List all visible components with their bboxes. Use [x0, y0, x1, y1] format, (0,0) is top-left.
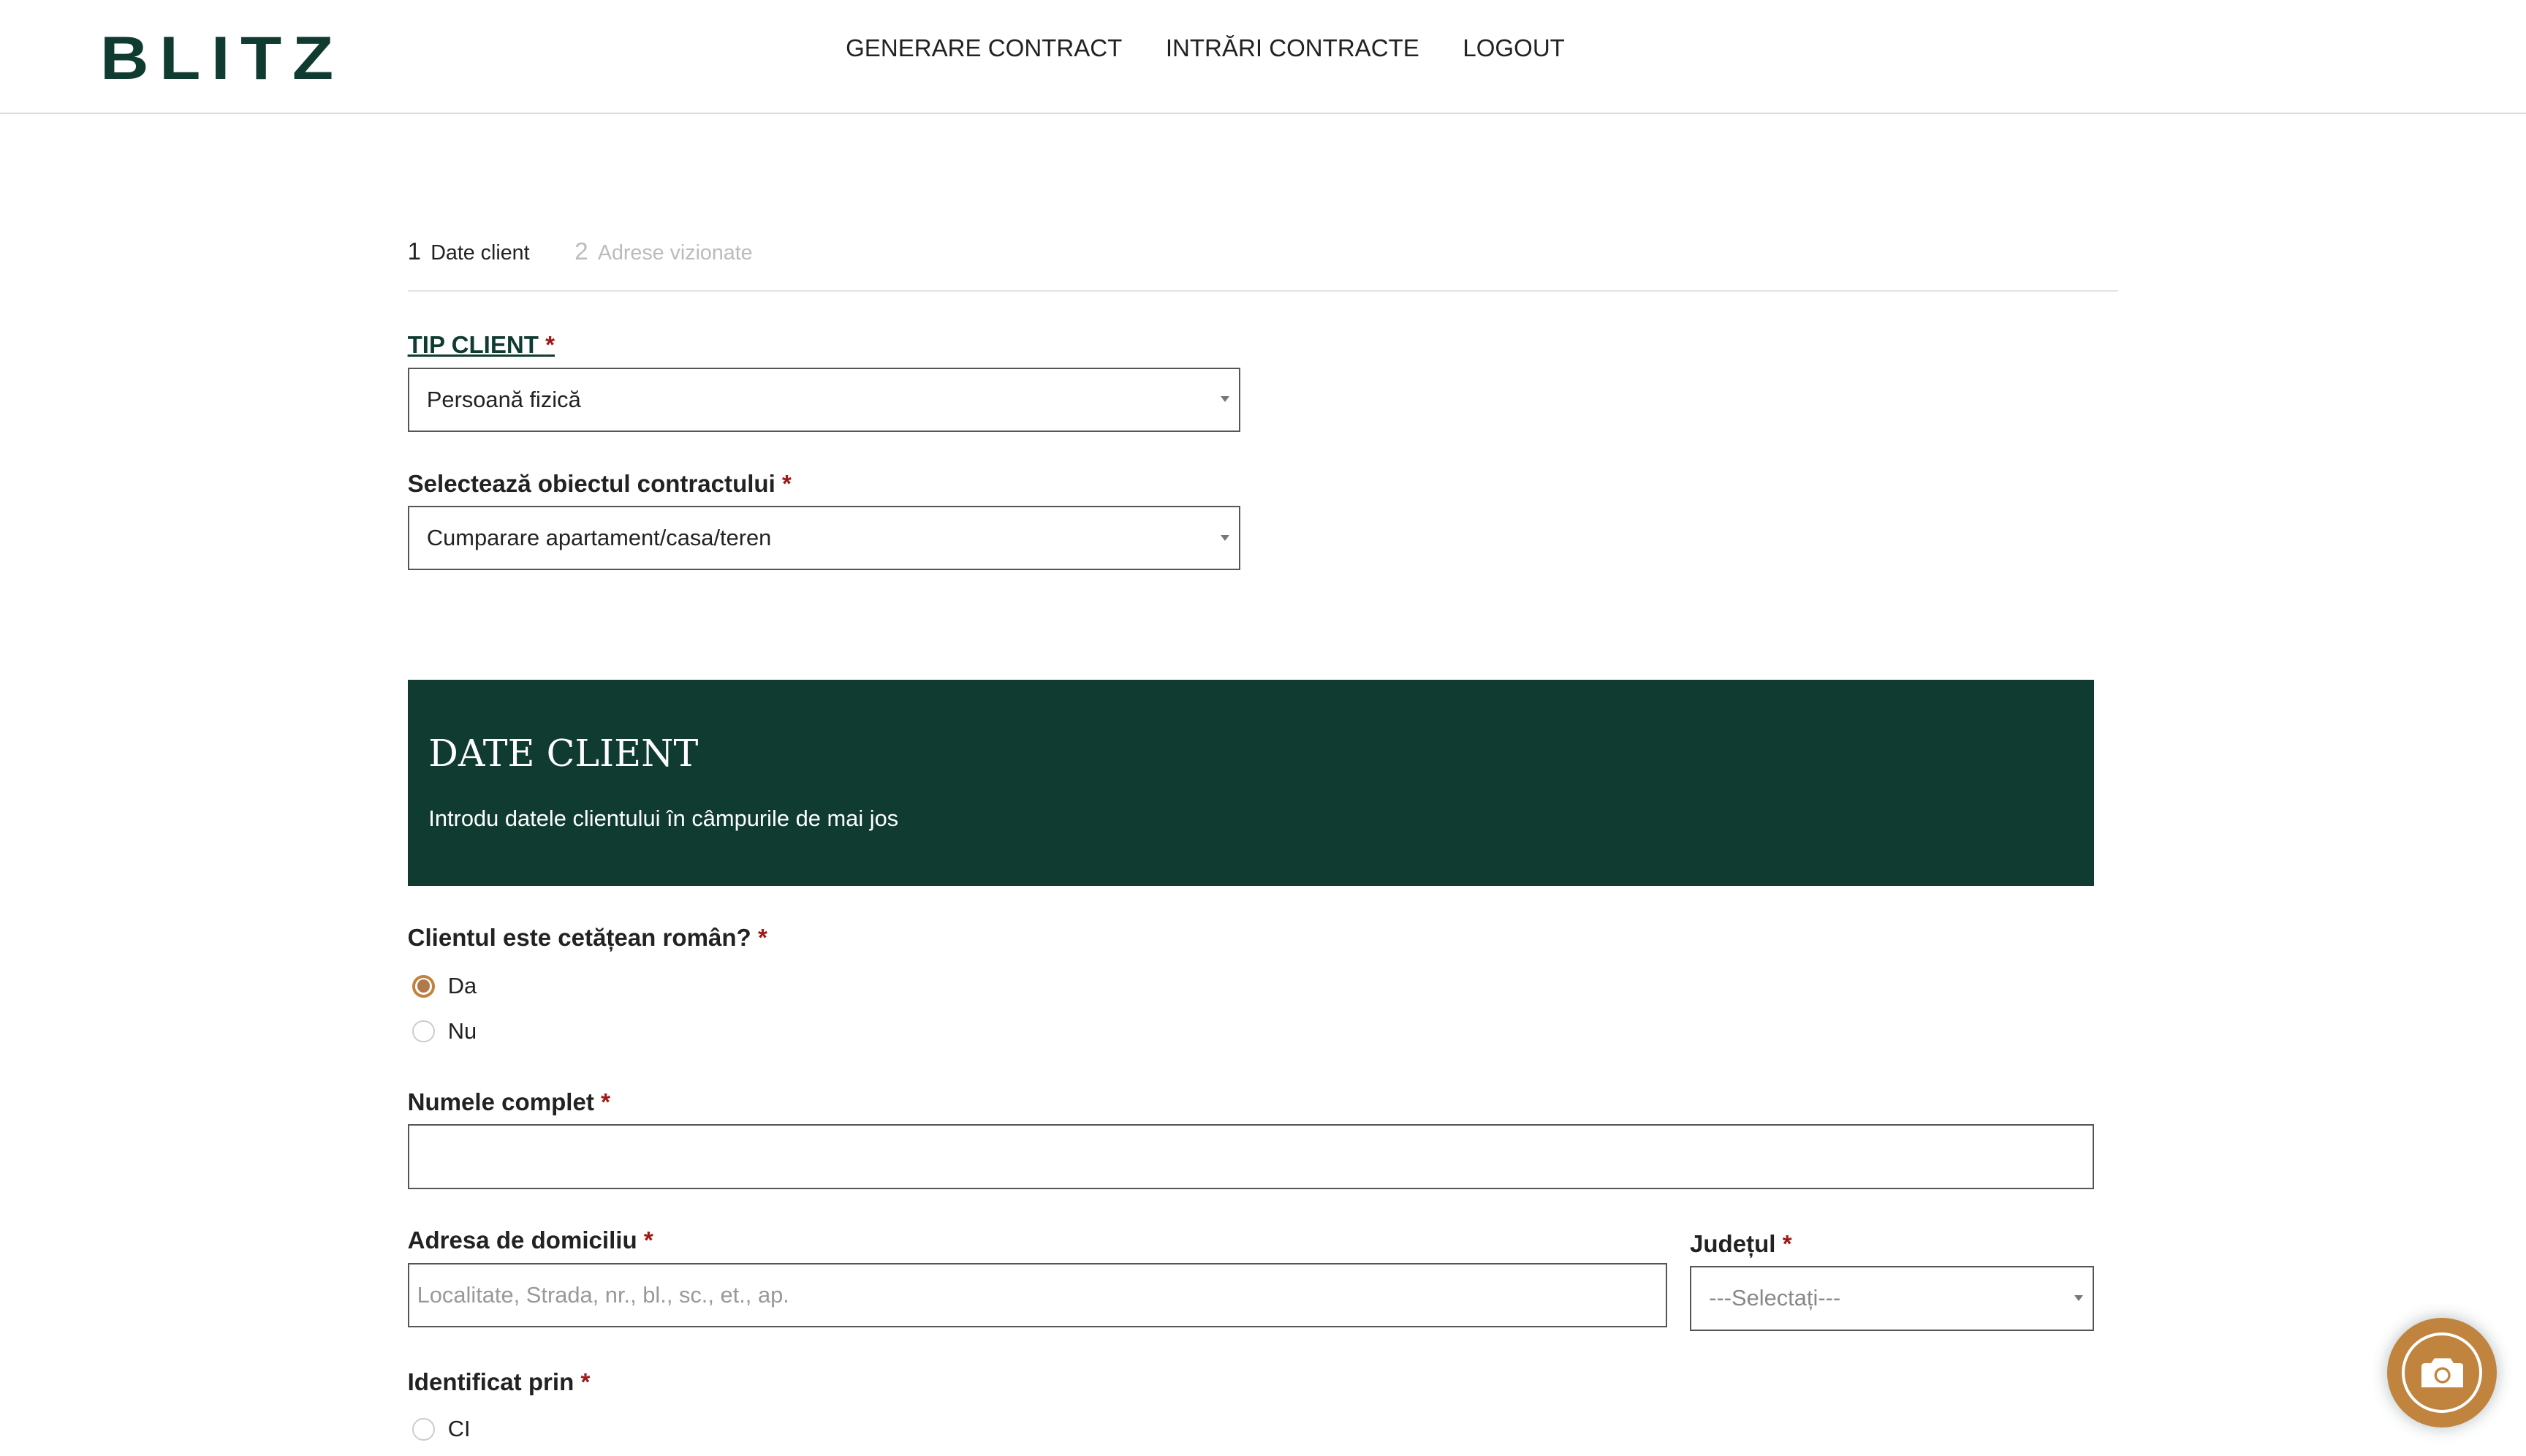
select-value: Cumparare apartament/casa/teren — [426, 525, 772, 551]
label-text: Numele complet — [407, 1088, 594, 1116]
camera-button[interactable] — [2387, 1318, 2497, 1427]
required-mark: * — [757, 925, 767, 952]
camera-icon — [2402, 1332, 2482, 1413]
obiect-label — [408, 471, 792, 498]
required-mark: * — [601, 1088, 610, 1116]
required-mark: * — [580, 1369, 591, 1397]
tip-client-label — [408, 332, 555, 360]
label-text: TIP CLIENT — [407, 332, 539, 360]
tip-client-select[interactable] — [408, 368, 1240, 432]
radio-checked-icon[interactable] — [412, 975, 435, 998]
select-value: Persoană fizică — [426, 386, 581, 412]
radio-unchecked-icon[interactable] — [412, 1418, 435, 1441]
logo[interactable]: BLITZ — [99, 23, 344, 92]
main-nav — [846, 35, 1565, 63]
judet-label — [1690, 1231, 1792, 1259]
step-number: 1 — [407, 238, 421, 266]
nume-input[interactable] — [408, 1124, 2095, 1188]
select-value: ---Selectați--- — [1709, 1285, 1841, 1311]
input-placeholder: Localitate, Strada, nr., bl., sc., et., ap. — [417, 1282, 789, 1308]
chevron-down-icon — [2074, 1295, 2083, 1301]
section-title: DATE CLIENT — [428, 731, 699, 775]
required-mark: * — [643, 1227, 653, 1255]
step-date-client[interactable] — [408, 238, 530, 290]
section-subtitle: Introdu datele clientului în câmpurile de mai jos — [428, 805, 899, 831]
nume-label — [408, 1089, 610, 1117]
obiect-select[interactable] — [408, 506, 1240, 570]
label-text: Identificat prin — [407, 1369, 574, 1397]
adresa-label — [408, 1227, 653, 1255]
label-text: Clientul este cetățean român? — [407, 925, 751, 952]
required-mark: * — [1782, 1230, 1792, 1258]
nav-logout[interactable]: LOGOUT — [1463, 35, 1565, 63]
required-mark: * — [782, 470, 792, 498]
chevron-down-icon — [1221, 396, 1229, 402]
header — [0, 0, 2526, 114]
adresa-input[interactable] — [408, 1263, 1668, 1327]
cetatean-label — [408, 925, 767, 952]
step-label: Adrese vizionate — [597, 241, 753, 265]
step-adrese-vizionate[interactable] — [574, 238, 752, 290]
date-client-banner — [408, 680, 2095, 886]
required-mark: * — [545, 332, 555, 360]
radio-unchecked-icon[interactable] — [412, 1020, 435, 1043]
stepper — [408, 238, 2119, 292]
radio-ci[interactable] — [412, 1416, 470, 1442]
chevron-down-icon — [1221, 535, 1229, 541]
radio-label: Nu — [447, 1017, 477, 1044]
step-number: 2 — [574, 238, 588, 266]
label-text: Adresa de domiciliu — [407, 1227, 637, 1255]
step-label: Date client — [431, 241, 530, 265]
radio-label: Da — [447, 973, 477, 999]
radio-label: CI — [447, 1416, 471, 1442]
judet-select[interactable] — [1690, 1266, 2094, 1330]
identificat-label — [408, 1369, 591, 1397]
radio-da[interactable] — [412, 973, 477, 999]
nav-intrari-contracte[interactable]: INTRĂRI CONTRACTE — [1165, 35, 1419, 63]
radio-nu[interactable] — [412, 1018, 477, 1044]
label-text: Județul — [1689, 1230, 1776, 1258]
nav-generare-contract[interactable]: GENERARE CONTRACT — [846, 35, 1123, 63]
label-text: Selectează obiectul contractului — [407, 470, 775, 498]
